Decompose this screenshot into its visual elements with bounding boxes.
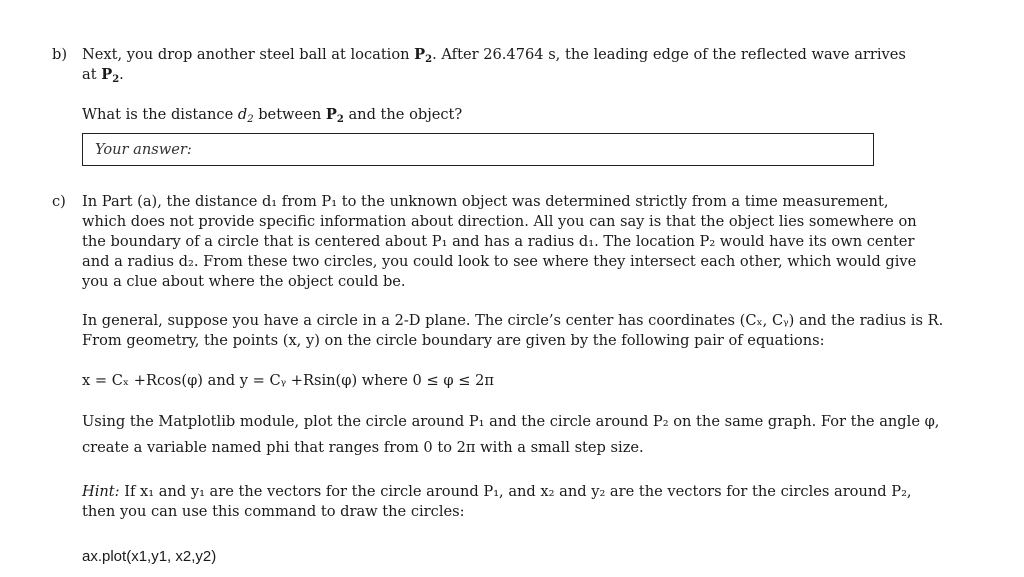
hint-line: then you can use this command to draw the circles: [82, 503, 465, 520]
part-b-text: Next, you drop another steel ball at location [82, 46, 415, 63]
part-c-para1-line: you a clue about where the object could be. [82, 273, 406, 290]
part-c-para3-line: Using the Matplotlib module, plot the circle around P₁ and the circle around P₂ on the same graph. For the angle φ, [82, 413, 940, 430]
code-command: ax.plot(x1,y1, x2,y2) [82, 548, 217, 565]
distance-d2: $d_2$ [237, 106, 254, 125]
point-p2: $P_2$ [414, 46, 433, 65]
part-c-para3-line: create a variable named phi that ranges from 0 to 2π with a small step size. [82, 439, 644, 456]
hint-text: If x₁ and y₁ are the vectors for the circle around P₁, and x₂ and y₂ are the vectors for the circles around P₂, [119, 483, 912, 500]
part-b-text: . After 26.4764 s, the leading edge of the reflected wave arrives [432, 46, 906, 63]
hint-label: Hint: [82, 483, 120, 500]
point-p2: $P_2$ [101, 66, 120, 85]
part-c-para1-line: In Part (a), the distance d₁ from P₁ to the unknown object was determined strictly from a time measurement, [82, 193, 889, 210]
part-c-para1-line: which does not provide specific information about direction. All you can say is that the object lies somewhere on [82, 213, 917, 230]
part-b-line-2: at $P_2$. [82, 66, 124, 85]
part-c-para1-line: the boundary of a circle that is centered about P₁ and has a radius d₁. The location P₂ would have its own center [82, 233, 915, 250]
answer-input[interactable] [82, 133, 874, 166]
point-p2: $P_2$ [325, 106, 344, 125]
circle-equation: x = Cₓ +Rcos(φ) and y = Cᵧ +Rsin(φ) where 0 ≤ φ ≤ 2π [82, 372, 494, 389]
part-c-para1-line: and a radius d₂. From these two circles, you could look to see where they intersect each other, which would give [82, 253, 917, 270]
part-b-label: b) [52, 46, 68, 63]
part-c-label: c) [52, 193, 66, 210]
part-c-para2-line: In general, suppose you have a circle in a 2-D plane. The circle’s center has coordinates (Cₓ, Cᵧ) and the radius is R. [82, 312, 944, 329]
part-c-para2-line: From geometry, the points (x, y) on the circle boundary are given by the following pair of equations: [82, 332, 825, 349]
answer-placeholder: Your answer: [95, 141, 192, 158]
part-b-line-1 [82, 46, 906, 63]
hint-line [82, 483, 912, 500]
part-b-question: What is the distance $d_2$ between $P_2$ and the object? [82, 106, 463, 125]
